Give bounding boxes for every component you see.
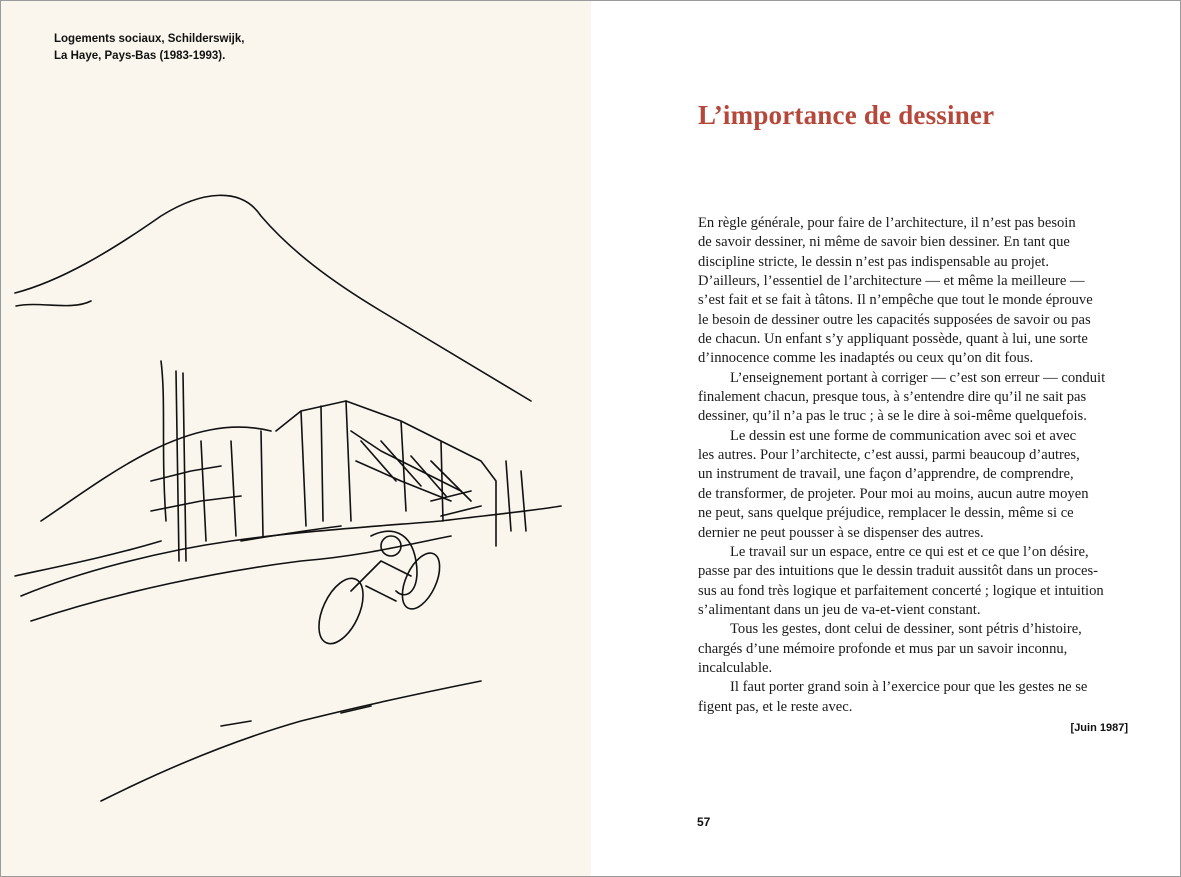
caption-line: La Haye, Pays-Bas (1983-1993). (54, 50, 226, 62)
page-number: 57 (697, 815, 711, 829)
body-text-line: les autres. Pour l’architecte, c’est aussi, parmi beaucoup d’autres, (698, 447, 1080, 464)
body-text (698, 214, 1130, 717)
body-text-line: un instrument de travail, une façon d’apprendre, de comprendre, (698, 466, 1074, 483)
body-text-line: passe par des intuitions que le dessin traduit aussitôt dans un proces- (698, 563, 1099, 580)
body-text-line: Le dessin est une forme de communication avec soi et avec (730, 427, 1077, 444)
body-text-line: dernier ne peut pousser à se dispenser des autres. (698, 524, 984, 541)
body-text-line: Tous les gestes, dont celui de dessiner, sont pétris d’histoire, (730, 621, 1082, 638)
body-text-line: finalement chacun, presque tous, à s’entendre dire qu’il ne sait pas (698, 389, 1087, 406)
body-text-line: ne peut, sans quelque préjudice, remplacer le dessin, même si ce (698, 505, 1074, 522)
body-text-line: s’est fait et se fait à tâtons. Il n’empêche que tout le monde éprouve (698, 292, 1093, 309)
body-text-line: figent pas, et le reste avec. (698, 698, 853, 715)
caption-line: Logements sociaux, Schilderswijk, (54, 33, 245, 45)
chapter-title: L’importance de dessiner (698, 100, 995, 130)
body-text-line: Le travail sur un espace, entre ce qui est et ce que l’on désire, (730, 543, 1089, 560)
date-note: [Juin 1987] (1070, 722, 1128, 734)
body-text-line: s’alimentant dans un jeu de va-et-vient constant. (698, 601, 981, 618)
body-text-line: de savoir dessiner, ni même de savoir bien dessiner. En tant que (698, 234, 1070, 251)
body-text-line: discipline stricte, le dessin n’est pas indispensable au projet. (698, 253, 1049, 270)
body-text-line: le besoin de dessiner outre les capacités supposées de savoir ou pas (698, 311, 1091, 328)
body-text-line: Il faut porter grand soin à l’exercice pour que les gestes ne se (730, 679, 1088, 696)
body-text-line: dessiner, qu’il n’a pas le truc ; à se le dire à soi-même quelquefois. (698, 408, 1087, 425)
body-text-line: L’enseignement portant à corriger — c’est son erreur — conduit (730, 369, 1106, 386)
body-text-line: incalculable. (698, 659, 773, 676)
body-text-line: d’innocence comme les inadaptés ou ceux qu’on dit fous. (698, 350, 1034, 367)
body-text-line: chargés d’une mémoire profonde et mus par un savoir inconnu, (698, 640, 1068, 657)
architectural-sketch-image (1, 1, 591, 876)
body-text-line: sus au fond très logique et parfaitement concerté ; logique et intuition (698, 582, 1104, 599)
body-text-line: D’ailleurs, l’essentiel de l’architecture — et même la meilleure — (698, 273, 1085, 290)
left-page (1, 1, 591, 876)
body-text-line: de transformer, de projeter. Pour moi au moins, aucun autre moyen (698, 485, 1089, 502)
body-text-line: En règle générale, pour faire de l’architecture, il n’est pas besoin (698, 215, 1076, 231)
body-text-line: de chacun. Un enfant s’y appliquant possède, quant à lui, une sorte (698, 331, 1088, 348)
